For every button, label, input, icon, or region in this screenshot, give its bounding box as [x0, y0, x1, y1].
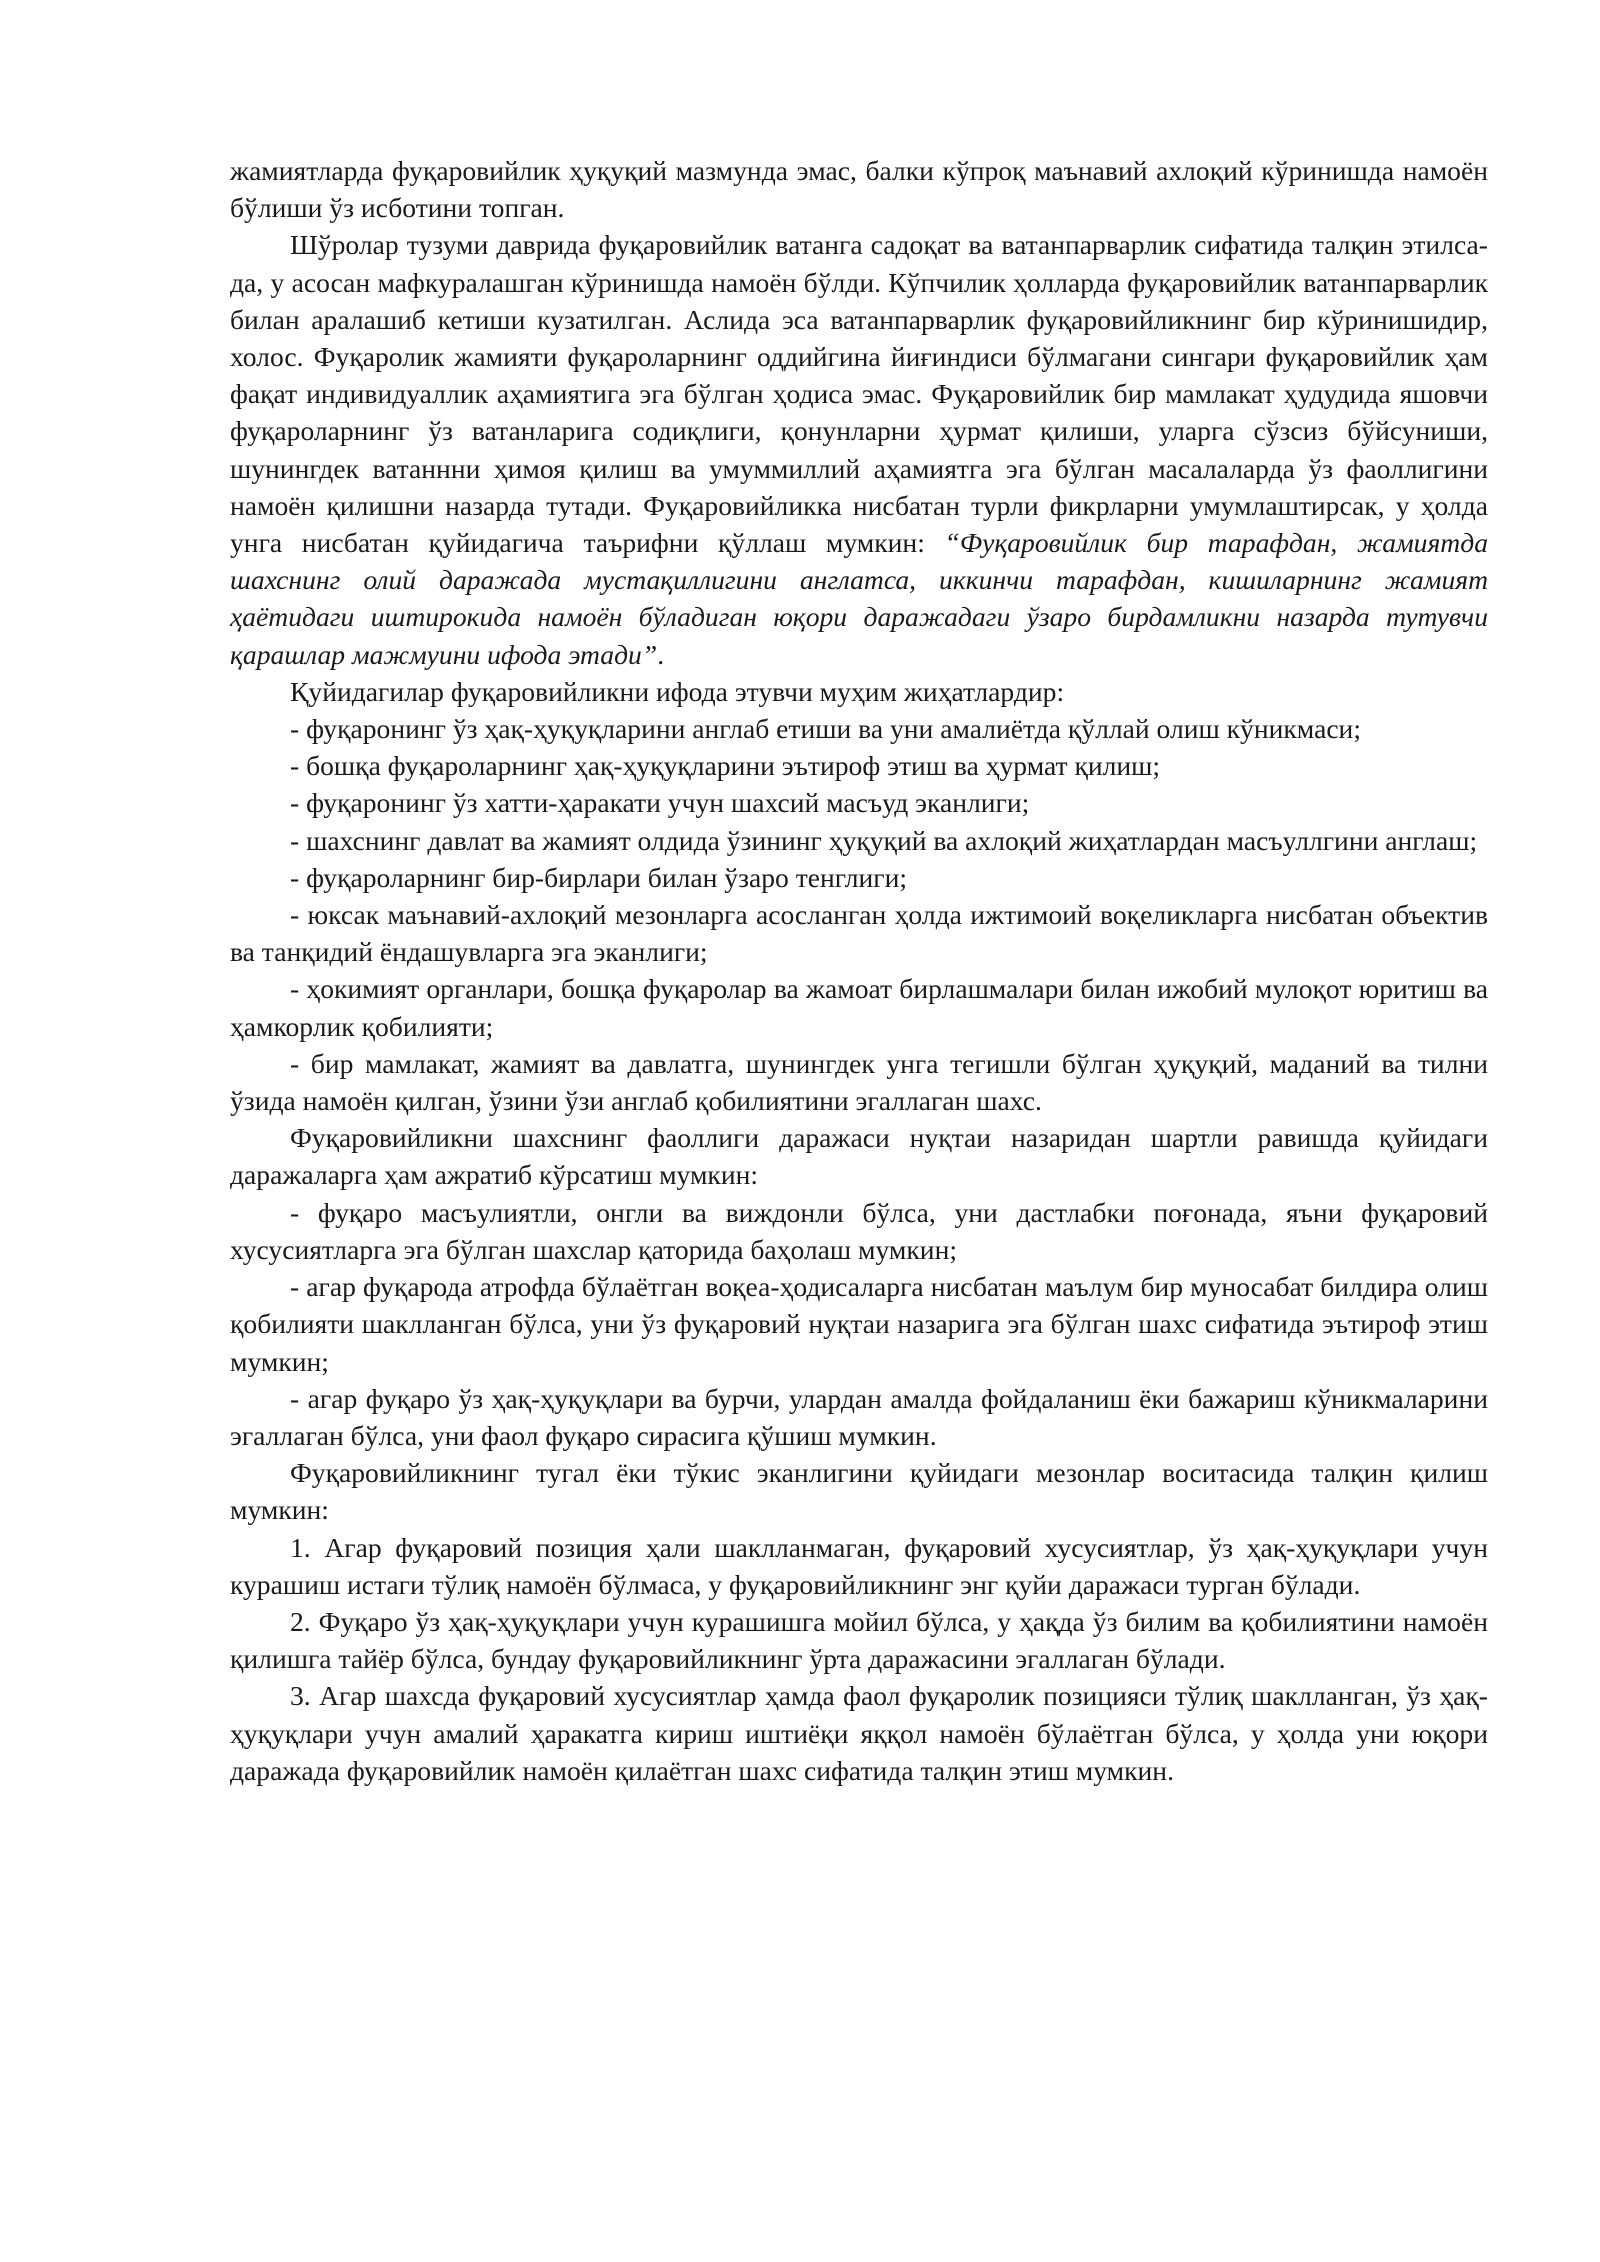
list-item: - юксак маънавий-ахлоқий мезонларга асосланган ҳолда ижтимоий воқеликларга нисбатан объектив ва танқидий ёндашувларга эга эканлиги; — [230, 899, 1488, 968]
list-item: - ҳокимият органлари, бошқа фуқаролар ва жамоат бирлашмалари билан ижобий мулоқот юритиш ва ҳамкорлик қобилияти; — [230, 973, 1488, 1042]
list-item: - фуқаронинг ўз хатти-ҳаракати учун шахсий масъуд эканлиги; — [290, 787, 1030, 819]
list-item: - агар фуқарода атрофда бўлаётган воқеа-ҳодисаларга нисбатан маълум бир муносабат билдира олиш қобилияти шаклланган бўлса, уни ўз фуқаровий нуқтаи назарига эга бўлган шахс сифатида эътироф этиш мумкин; — [230, 1271, 1488, 1377]
list-item: - агар фуқаро ўз ҳақ-ҳуқуқлари ва бурчи, улардан амалда фойдаланиш ёки бажариш кўникмаларини эгаллаган бўлса, уни фаол фуқаро сирасига қўшиш мумкин. — [230, 1382, 1488, 1451]
paragraph-2 — [230, 226, 1488, 672]
list-item: - бир мамлакат, жамият ва давлатга, шунингдек унга тегишли бўлган ҳуқуқий, маданий ва тилни ўзида намоён қилган, ўзини ўзи англаб қобилиятини эгаллаган шахс. — [230, 1047, 1488, 1117]
numbered-item: 1. Агар фуқаровий позиция ҳали шаклланмаган, фуқаровий хусусиятлар, ўз ҳақ-ҳуқуқлари учун курашиш истаги тўлиқ намоён бўлмаса, у фуқаровийликнинг энг қуйи даражаси турган бўлади. — [230, 1531, 1488, 1600]
list-item: - фуқароларнинг бир-бирлари билан ўзаро тенглиги; — [290, 861, 908, 893]
paragraph-3: Қуйидагилар фуқаровийликни ифода этувчи муҳим жиҳатлардир: — [290, 675, 1065, 707]
paragraph-2-tail: . — [657, 638, 665, 670]
numbered-item: 2. Фуқаро ўз ҳақ-ҳуқуқлари учун курашишга мойил бўлса, у ҳақда ўз билим ва қобилиятини намоён қилишга тайёр бўлса, бундау фуқаровийликнинг ўрта даражасини эгаллаган бўлади. — [230, 1605, 1488, 1675]
paragraph-4: Фуқаровийликни шахснинг фаоллиги даражаси нуқтаи назаридан шартли равишда қуйидаги даражаларга ҳам ажратиб кўрсатиш мумкин: — [230, 1122, 1488, 1191]
document-page — [230, 152, 1488, 1789]
numbered-item: 3. Агар шахсда фуқаровий хусусиятлар ҳамда фаол фуқаролик позицияси тўлиқ шаклланган, ўз ҳақ-ҳуқуқлари учун амалий ҳаракатга кириш иштиёқи яққол намоён бўлаётган бўлса, у ҳолда уни юқори даражада фуқаровийлик намоён қилаётган шахс сифатида талқин этиш мумкин. — [230, 1680, 1488, 1786]
list-item: - фуқаро масъулиятли, онгли ва виждонли бўлса, уни дастлабки поғонада, яъни фуқаровий хусусиятларга эга бўлган шахслар қаторида баҳолаш мумкин; — [230, 1196, 1488, 1265]
list-item: - фуқаронинг ўз ҳақ-ҳуқуқларини англаб етиши ва уни амалиётда қўллай олиш кўникмаси; — [290, 713, 1361, 745]
paragraph-1: жамиятларда фуқаровийлик ҳуқуқий мазмунда эмас, балки кўпроқ маънавий ахлоқий кўринишда намоён бўлиши ўз исботини топган. — [230, 155, 1488, 224]
paragraph-5: Фуқаровийликнинг тугал ёки тўкис эканлигини қуйидаги мезонлар воситасида талқин қилиш мумкин: — [230, 1457, 1488, 1526]
paragraph-2-text: Шўролар тузуми даврида фуқаровийлик ватанга садоқат ва ватанпарварлик сифатида талқин этилса-да, у асосан мафкуралашган кўринишда намоён бўлди. Кўпчилик ҳолларда фуқаровийлик ватанпарварлик билан аралашиб кетиши кузатилган. Аслида эса ватанпарварлик фуқаровийликнинг бир кўринишидир, холос. Фуқаролик жамияти фуқароларнинг оддийгина йиғиндиси бўлмагани сингари фуқаровийлик ҳам фақат индивидуаллик аҳамиятига эга бўлган ҳодиса эмас. Фуқаровийлик бир мамлакат ҳудудида яшовчи фуқароларнинг ўз ватанларига содиқлиги, қонунларни ҳурмат қилиши, уларга сўзсиз бўйсуниши, шунингдек ватаннни ҳимоя қилиш ва умуммиллий аҳамиятга эга бўлган масалаларда ўз фаоллигини намоён қилишни назарда тутади. Фуқаровийликка нисбатан турли фикрларни умумлаштирсак, у ҳолда унга нисбатан қуйидагича таърифни қўллаш мумкин: — [230, 229, 1488, 559]
definition-quote: “Фуқаровийлик бир тарафдан, жамиятда шахснинг олий даражада мустақиллигини англатса, иккинчи тарафдан, кишиларнинг жамият ҳаётидаги иштирокида намоён бўладиган юқори даражадаги ўзаро бирдамликни назарда тутувчи қарашлар мажмуини ифода этади” — [230, 527, 1488, 670]
list-item: - шахснинг давлат ва жамият олдида ўзининг ҳуқуқий ва ахлоқий жиҳатлардан масъуллгини англаш; — [290, 824, 1478, 856]
list-item: - бошқа фуқароларнинг ҳақ-ҳуқуқларини эътироф этиш ва ҳурмат қилиш; — [290, 750, 1161, 782]
